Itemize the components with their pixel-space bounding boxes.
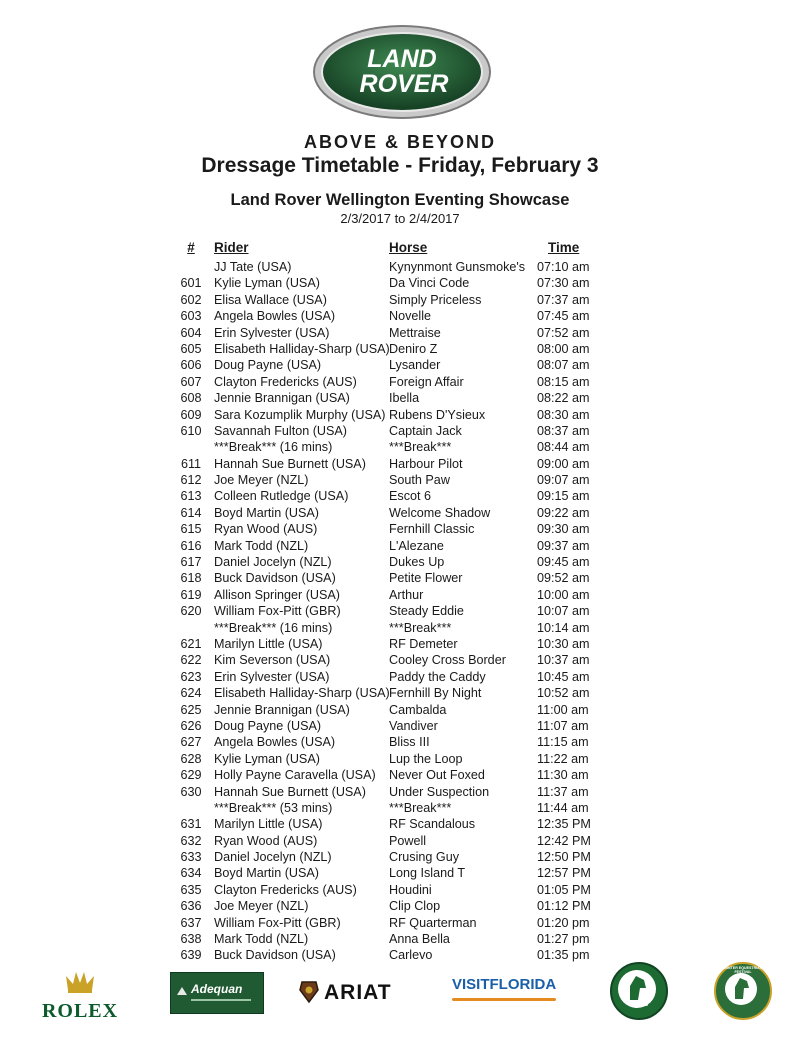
ride-time: 01:27 pm (537, 932, 590, 947)
col-num-header: # (187, 240, 195, 255)
table-row (0, 325, 800, 341)
ride-time: 09:30 am (537, 522, 590, 537)
visit-text: VISIT (452, 976, 490, 993)
ride-time: 09:07 am (537, 473, 590, 488)
horse-name: Novelle (389, 309, 431, 324)
ride-time: 10:00 am (537, 587, 590, 602)
table-row (0, 931, 800, 947)
horse-name: ***Break*** (389, 800, 452, 815)
rider-name: JJ Tate (USA) (214, 260, 292, 274)
table-row (0, 603, 800, 619)
florida-swoosh (452, 998, 556, 1001)
rider-name: Clayton Fredericks (AUS) (214, 882, 357, 897)
ride-time: 10:45 am (537, 669, 590, 684)
rider-name: William Fox-Pitt (GBR) (214, 604, 341, 619)
horse-name: Captain Jack (389, 423, 462, 438)
table-row (0, 751, 800, 767)
horse-name: South Paw (389, 473, 450, 488)
horse-name: Cooley Cross Border (389, 653, 506, 668)
ride-time: 11:37 am (537, 784, 589, 799)
timetable (0, 237, 800, 964)
horse-name: Mettraise (389, 325, 441, 340)
entry-number: 614 (180, 505, 202, 520)
table-row (0, 505, 800, 521)
entry-number: 639 (180, 948, 202, 963)
horse-name: Rubens D'Ysieux (389, 407, 486, 422)
table-row (0, 374, 800, 390)
entry-number: 630 (180, 784, 202, 799)
table-body (0, 259, 800, 964)
table-header (0, 237, 800, 259)
ride-time: 08:00 am (537, 341, 590, 356)
ride-time: 07:10 am (537, 260, 590, 274)
table-row (0, 816, 800, 832)
page-title: Dressage Timetable - Friday, February 3 (201, 154, 599, 177)
entry-number: 626 (180, 718, 202, 733)
entry-number: 617 (180, 555, 202, 570)
ride-time: 08:07 am (537, 358, 590, 373)
entry-number: 633 (180, 850, 202, 865)
rider-name: Joe Meyer (NZL) (214, 473, 309, 488)
show-dates: 2/3/2017 to 2/4/2017 (340, 211, 460, 226)
entry-number: 610 (180, 423, 202, 438)
table-row (0, 390, 800, 406)
ride-time: 08:22 am (537, 391, 590, 406)
table-row (0, 570, 800, 586)
logo-line2: ROVER (359, 70, 449, 98)
col-rider-header: Rider (214, 240, 249, 255)
rider-name: Angela Bowles (USA) (214, 309, 336, 324)
table-row (0, 620, 800, 636)
table-row (0, 702, 800, 718)
ride-time: 08:30 am (537, 407, 590, 422)
entry-number: 618 (180, 571, 202, 586)
rider-name: Kylie Lyman (USA) (214, 276, 320, 291)
crown-icon (66, 972, 94, 990)
ride-time: 09:22 am (537, 505, 590, 520)
table-row (0, 357, 800, 373)
rider-name: Mark Todd (NZL) (214, 538, 309, 553)
horse-name: Deniro Z (389, 341, 438, 356)
rider-name: Ryan Wood (AUS) (214, 522, 318, 537)
horse-name: Dukes Up (389, 555, 445, 570)
entry-number: 608 (180, 391, 202, 406)
rider-name: Daniel Jocelyn (NZL) (214, 850, 332, 865)
ride-time: 09:37 am (537, 538, 590, 553)
entry-number: 603 (180, 309, 202, 324)
horse-name: Petite Flower (389, 571, 463, 586)
rider-name: Hannah Sue Burnett (USA) (214, 456, 366, 471)
horse-name: RF Scandalous (389, 817, 476, 832)
rider-name: ***Break*** (16 mins) (214, 440, 333, 455)
table-row (0, 865, 800, 881)
ride-time: 12:42 PM (537, 833, 591, 848)
ride-time: 09:52 am (537, 571, 590, 586)
rider-name: Kylie Lyman (USA) (214, 751, 320, 766)
adequan-text: Adequan (191, 982, 243, 996)
florida-text: FLORIDA (489, 976, 557, 993)
ride-time: 08:37 am (537, 423, 590, 438)
entry-number: 632 (180, 833, 202, 848)
rider-name: ***Break*** (16 mins) (214, 620, 333, 635)
land-rover-logo (312, 24, 492, 120)
ride-time: 12:50 PM (537, 850, 591, 865)
horse-name: Escot 6 (389, 489, 431, 504)
ride-time: 12:35 PM (537, 817, 591, 832)
table-row (0, 259, 800, 275)
table-row (0, 275, 800, 291)
ride-time: 08:15 am (537, 374, 590, 389)
horse-name: ***Break*** (389, 620, 452, 635)
table-row (0, 734, 800, 750)
rider-name: ***Break*** (53 mins) (214, 800, 333, 815)
table-row (0, 652, 800, 668)
rolex-text: ROLEX (41, 1000, 119, 1022)
rider-name: Allison Springer (USA) (214, 587, 340, 602)
rider-name: Colleen Rutledge (USA) (214, 489, 349, 504)
table-row (0, 308, 800, 324)
entry-number: 621 (180, 636, 202, 651)
horse-name: Arthur (389, 587, 424, 602)
table-row (0, 685, 800, 701)
ride-time: 01:12 PM (537, 899, 591, 914)
horse-name: Never Out Foxed (389, 768, 485, 783)
table-row (0, 439, 800, 455)
rider-name: Doug Payne (USA) (214, 358, 322, 373)
horse-name: Bliss III (389, 735, 430, 750)
horse-name: Houdini (389, 882, 432, 897)
entry-number: 604 (180, 325, 202, 340)
rider-name: Elisa Wallace (USA) (214, 292, 327, 307)
ride-time: 01:05 PM (537, 882, 591, 897)
ariat-logo (298, 980, 418, 1006)
pbiec-text: PBIEC (629, 1002, 649, 1008)
entry-number: 615 (180, 522, 202, 537)
table-row (0, 488, 800, 504)
rider-name: Marilyn Little (USA) (214, 817, 323, 832)
entry-number: 637 (180, 915, 202, 930)
ride-time: 07:37 am (537, 292, 590, 307)
horse-name: Kynynmont Gunsmoke's (389, 260, 526, 274)
rider-name: Buck Davidson (USA) (214, 948, 336, 963)
entry-number: 607 (180, 374, 202, 389)
col-time-header: Time (548, 240, 580, 255)
entry-number: 623 (180, 669, 202, 684)
col-horse-header: Horse (389, 240, 428, 255)
ride-time: 10:30 am (537, 636, 590, 651)
festival-logo (714, 962, 772, 1020)
rider-name: Erin Sylvester (USA) (214, 669, 330, 684)
rider-name: Kim Severson (USA) (214, 653, 331, 668)
entry-number: 635 (180, 882, 202, 897)
ride-time: 07:30 am (537, 276, 590, 291)
entry-number: 609 (180, 407, 202, 422)
horse-name: Fernhill By Night (389, 686, 482, 701)
horse-name: RF Quarterman (389, 915, 477, 930)
horse-name: Simply Priceless (389, 292, 482, 307)
rider-name: Marilyn Little (USA) (214, 636, 323, 651)
table-row (0, 915, 800, 931)
entry-number: 638 (180, 932, 202, 947)
horse-name: Cambalda (389, 702, 447, 717)
horse-name: Welcome Shadow (389, 505, 491, 520)
horse-name: Ibella (389, 391, 420, 406)
entry-number: 602 (180, 292, 202, 307)
ride-time: 01:20 pm (537, 915, 590, 930)
ride-time: 11:22 am (537, 751, 589, 766)
ride-time: 01:35 pm (537, 948, 590, 963)
logo-line1: LAND (367, 45, 437, 73)
horse-name: L'Alezane (389, 538, 444, 553)
ride-time: 09:00 am (537, 456, 590, 471)
table-row (0, 800, 800, 816)
rider-name: Ryan Wood (AUS) (214, 833, 318, 848)
entry-number: 634 (180, 866, 202, 881)
ride-time: 09:15 am (537, 489, 590, 504)
ride-time: 09:45 am (537, 555, 590, 570)
table-row (0, 767, 800, 783)
entry-number: 627 (180, 735, 202, 750)
ride-time: 08:44 am (537, 440, 590, 455)
entry-number: 619 (180, 587, 202, 602)
rider-name: Mark Todd (NZL) (214, 932, 309, 947)
table-row (0, 472, 800, 488)
entry-number: 613 (180, 489, 202, 504)
rider-name: Angela Bowles (USA) (214, 735, 336, 750)
table-row (0, 849, 800, 865)
horse-name: RF Demeter (389, 636, 458, 651)
ride-time: 07:45 am (537, 309, 590, 324)
rider-name: Boyd Martin (USA) (214, 866, 319, 881)
horse-name: Under Suspection (389, 784, 490, 799)
entry-number: 625 (180, 702, 202, 717)
festival-text: WINTER EQUESTRIAN FESTIVAL (723, 966, 763, 974)
ride-time: 11:44 am (537, 800, 589, 815)
rider-name: Jennie Brannigan (USA) (214, 702, 350, 717)
table-row (0, 669, 800, 685)
rider-name: Hannah Sue Burnett (USA) (214, 784, 366, 799)
ride-time: 10:52 am (537, 686, 590, 701)
ride-time: 11:15 am (537, 735, 589, 750)
show-name: Land Rover Wellington Eventing Showcase (230, 191, 570, 209)
rider-name: Joe Meyer (NZL) (214, 899, 309, 914)
sponsor-bar (0, 958, 800, 1048)
entry-number: 620 (180, 604, 202, 619)
rider-name: Holly Payne Caravella (USA) (214, 768, 376, 783)
rider-name: Erin Sylvester (USA) (214, 325, 330, 340)
ride-time: 11:00 am (537, 702, 589, 717)
table-row (0, 521, 800, 537)
adequan-logo (170, 972, 264, 1014)
rider-name: Buck Davidson (USA) (214, 571, 336, 586)
ride-time: 10:07 am (537, 604, 590, 619)
entry-number: 629 (180, 768, 202, 783)
rider-name: Sara Kozumplik Murphy (USA) (214, 407, 386, 422)
horse-icon (177, 987, 187, 995)
horse-name: Long Island T (389, 866, 466, 881)
entry-number: 636 (180, 899, 202, 914)
table-row (0, 407, 800, 423)
rider-name: Elisabeth Halliday-Sharp (USA) (214, 341, 390, 356)
rider-name: Doug Payne (USA) (214, 718, 322, 733)
horse-name: Fernhill Classic (389, 522, 475, 537)
event-name: ABOVE & BEYOND (303, 132, 497, 152)
rider-name: Jennie Brannigan (USA) (214, 391, 350, 406)
table-row (0, 456, 800, 472)
horse-name: Powell (389, 833, 427, 848)
entry-number: 605 (180, 341, 202, 356)
table-row (0, 636, 800, 652)
table-row (0, 882, 800, 898)
table-row (0, 833, 800, 849)
ride-time: 07:52 am (537, 325, 590, 340)
table-row (0, 587, 800, 603)
table-row (0, 423, 800, 439)
ride-time: 11:07 am (537, 718, 589, 733)
entry-number: 631 (180, 817, 202, 832)
rider-name: Daniel Jocelyn (NZL) (214, 555, 332, 570)
horse-name: Foreign Affair (389, 374, 464, 389)
rider-name: Clayton Fredericks (AUS) (214, 374, 357, 389)
horse-name: Paddy the Caddy (389, 669, 486, 684)
entry-number: 612 (180, 473, 202, 488)
horse-name: Da Vinci Code (389, 276, 470, 291)
table-row (0, 292, 800, 308)
rolex-logo (30, 964, 130, 1028)
table-row (0, 538, 800, 554)
entry-number: 624 (180, 686, 202, 701)
table-row (0, 718, 800, 734)
entry-number: 622 (180, 653, 202, 668)
table-row (0, 554, 800, 570)
rider-name: William Fox-Pitt (GBR) (214, 915, 341, 930)
rider-name: Elisabeth Halliday-Sharp (USA) (214, 686, 390, 701)
horse-name: Clip Clop (389, 899, 441, 914)
ride-time: 10:14 am (537, 620, 590, 635)
entry-number: 611 (180, 456, 202, 471)
table-row (0, 341, 800, 357)
horse-name: Carlevo (389, 948, 433, 963)
horse-name: Lup the Loop (389, 751, 463, 766)
horse-name: Lysander (389, 358, 441, 373)
rider-name: Boyd Martin (USA) (214, 505, 319, 520)
pbiec-logo (610, 962, 668, 1020)
ride-time: 12:57 PM (537, 866, 591, 881)
rider-name: Savannah Fulton (USA) (214, 423, 348, 438)
table-row (0, 784, 800, 800)
horse-name: Crusing Guy (389, 850, 459, 865)
entry-number: 616 (180, 538, 202, 553)
ride-time: 10:37 am (537, 653, 590, 668)
horse-name: Vandiver (389, 718, 438, 733)
horse-name: Harbour Pilot (389, 456, 463, 471)
ariat-text: ARIAT (324, 981, 392, 1004)
horse-head-icon (298, 980, 320, 1004)
ride-time: 11:30 am (537, 768, 589, 783)
horse-name: ***Break*** (389, 440, 452, 455)
horse-name: Steady Eddie (389, 604, 464, 619)
table-row (0, 898, 800, 914)
entry-number: 606 (180, 358, 202, 373)
horse-name: Anna Bella (389, 932, 450, 947)
entry-number: 601 (180, 276, 202, 291)
visit-florida-logo (452, 976, 562, 1006)
entry-number: 628 (180, 751, 202, 766)
